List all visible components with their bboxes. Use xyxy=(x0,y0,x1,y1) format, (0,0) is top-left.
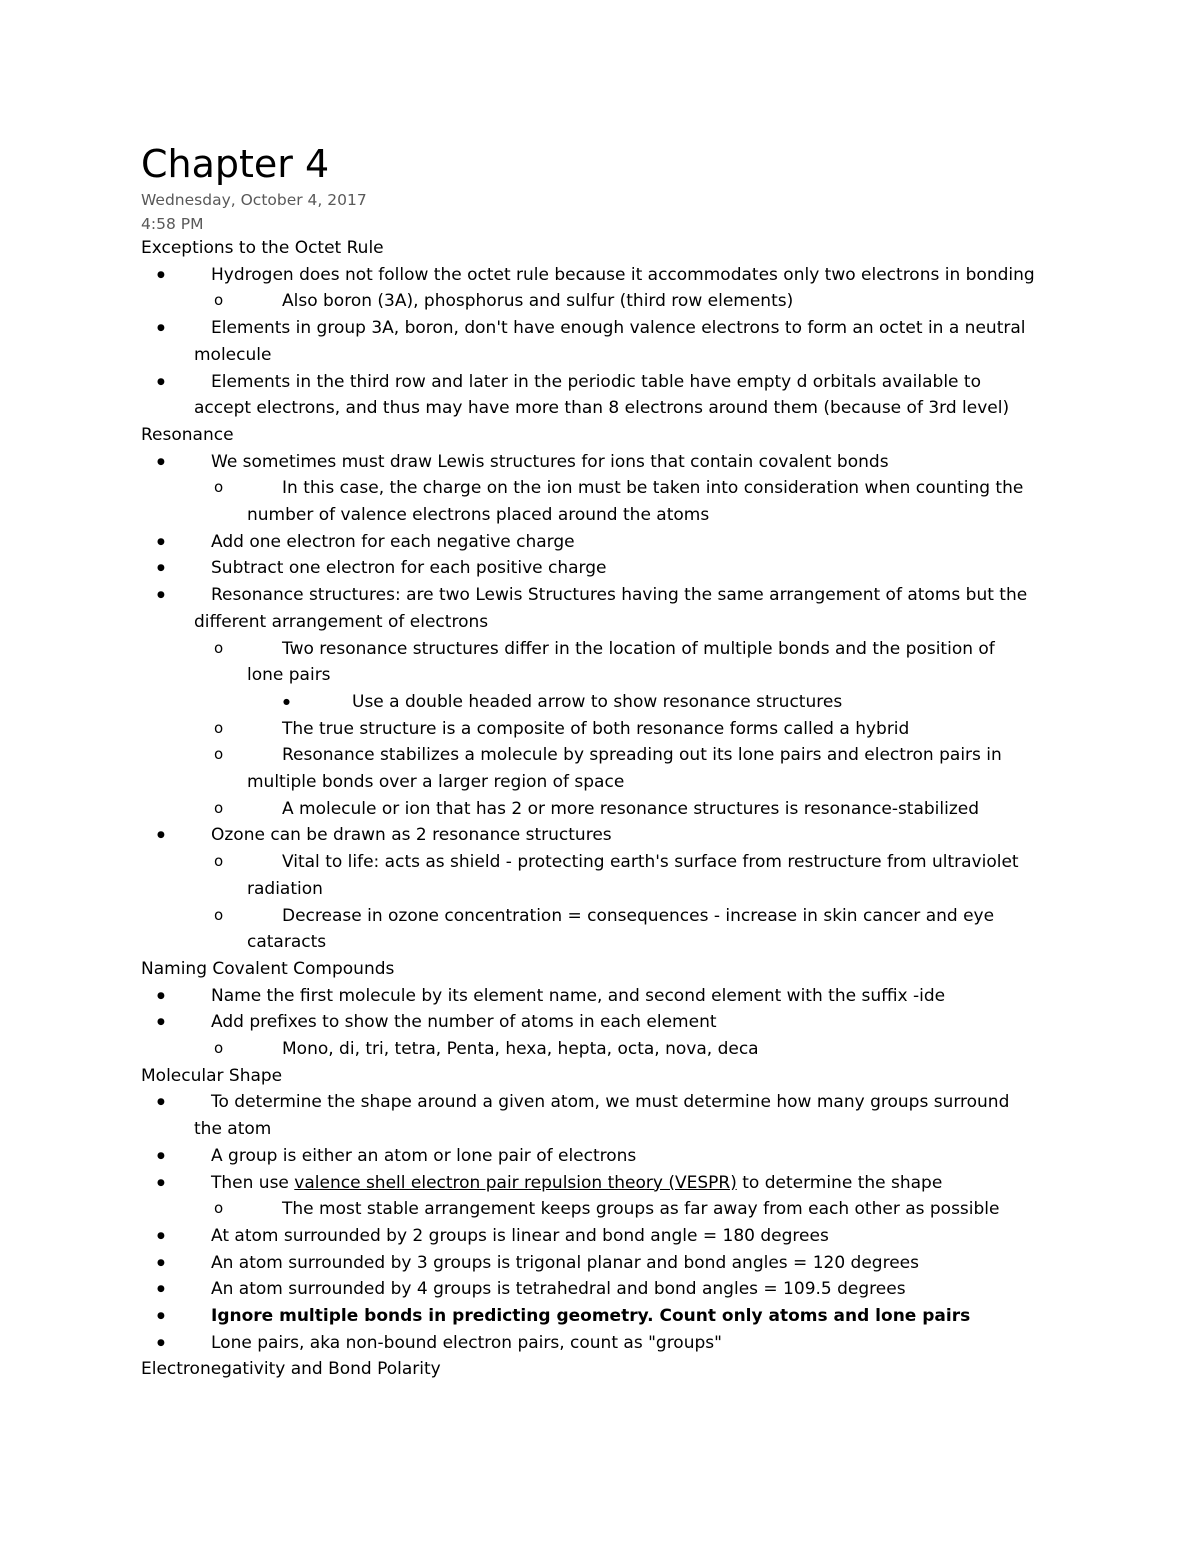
bullet-icon: ● xyxy=(157,1230,165,1241)
outline-item-continuation: cataracts xyxy=(247,932,327,953)
outline-item-text: Decrease in ozone concentration = consequences - increase in skin cancer and eye xyxy=(282,905,995,926)
bullet-icon: ● xyxy=(157,376,165,387)
outline-item xyxy=(211,1250,919,1276)
outline-item-continuation: the atom xyxy=(194,1119,272,1140)
section-heading xyxy=(141,1063,282,1089)
outline-item-text: Elements in group 3A, boron, don't have enough valence electrons to form an octet in a neutral xyxy=(211,318,1026,339)
outline-item-text: Subtract one electron for each positive charge xyxy=(211,558,607,579)
outline-item xyxy=(211,449,889,475)
outline-item xyxy=(211,1330,722,1356)
outline-item-text: Use a double headed arrow to show resonance structures xyxy=(352,691,843,712)
sub-bullet-icon: o xyxy=(214,291,224,310)
sub-bullet-icon: o xyxy=(214,852,224,871)
outline-item-text: The true structure is a composite of both resonance forms called a hybrid xyxy=(282,718,910,739)
outline-item-text: Molecular Shape xyxy=(141,1065,283,1086)
outline-item-text: Mono, di, tri, tetra, Penta, hexa, hepta, octa, nova, deca xyxy=(282,1039,759,1059)
outline-item xyxy=(211,983,945,1009)
outline-item xyxy=(352,689,842,715)
sub-bullet-icon: o xyxy=(214,638,224,657)
outline-item-continuation: multiple bonds over a larger region of space xyxy=(247,772,625,792)
sub-bullet-icon: o xyxy=(214,798,224,817)
bullet-icon: ● xyxy=(157,1311,165,1321)
outline-item-text: Resonance structures: are two Lewis Structures having the same arrangement of atoms but the xyxy=(211,585,1028,606)
outline-item-continuation: different arrangement of electrons xyxy=(194,611,489,632)
outline-item xyxy=(211,1143,636,1169)
outline-item xyxy=(282,796,979,822)
section-heading xyxy=(141,235,384,261)
outline-item-text: Ignore multiple bonds in predicting geometry. Count only atoms and lone pairs xyxy=(211,1306,971,1326)
outline-item-text: Resonance xyxy=(141,424,234,445)
outline-item xyxy=(282,1196,1000,1222)
outline-item xyxy=(282,288,793,314)
sub-bullet-icon: o xyxy=(214,1199,224,1218)
outline-item xyxy=(211,1009,717,1035)
outline-item-text: Naming Covalent Compounds xyxy=(141,958,395,979)
page-title: Chapter 4 xyxy=(141,142,330,186)
outline-item-text: A group is either an atom or lone pair of electrons xyxy=(211,1145,637,1166)
outline-item-text: Vital to life: acts as shield - protecting earth's surface from restructure from ultraviolet xyxy=(282,852,1019,873)
outline-item xyxy=(211,1223,829,1249)
outline-item-text: An atom surrounded by 3 groups is trigonal planar and bond angles = 120 degrees xyxy=(211,1252,919,1273)
sub-bullet-icon: o xyxy=(214,905,224,924)
outline-item-text: Exceptions to the Octet Rule xyxy=(141,238,384,258)
outline-item xyxy=(282,475,1023,501)
outline-item xyxy=(282,1036,759,1062)
section-heading xyxy=(141,422,234,448)
outline-item xyxy=(282,903,994,929)
outline-item-text: Electronegativity and Bond Polarity xyxy=(141,1359,441,1380)
outline-item xyxy=(211,369,981,395)
outline-item-text: Name the first molecule by its element name, and second element with the suffix -ide xyxy=(211,985,946,1006)
outline-item xyxy=(211,555,606,581)
sub-bullet-icon: o xyxy=(214,718,224,737)
outline-item-text: Also boron (3A), phosphorus and sulfur (third row elements) xyxy=(282,291,794,312)
outline-item-text: Then use xyxy=(211,1172,295,1193)
outline-item-text: A molecule or ion that has 2 or more resonance structures is resonance-stabilized xyxy=(282,798,980,819)
outline-item-continuation: lone pairs xyxy=(247,665,331,686)
outline-item-text: We sometimes must draw Lewis structures for ions that contain covalent bonds xyxy=(211,451,889,472)
outline-item-text: The most stable arrangement keeps groups as far away from each other as possible xyxy=(282,1199,1000,1220)
outline-item-continuation: molecule xyxy=(194,344,272,365)
outline-item-text: An atom surrounded by 4 groups is tetrahedral and bond angles = 109.5 degrees xyxy=(211,1279,906,1300)
outline-item-text: Elements in the third row and later in the periodic table have empty d orbitals available to xyxy=(211,371,981,392)
bullet-icon: ● xyxy=(157,536,165,547)
outline-item xyxy=(282,849,1019,875)
bullet-icon: ● xyxy=(157,1150,165,1161)
outline-item-text: At atom surrounded by 2 groups is linear and bond angle = 180 degrees xyxy=(211,1225,829,1246)
outline-item-text: To determine the shape around a given atom, we must determine how many groups surround xyxy=(211,1092,1010,1113)
section-heading xyxy=(141,1356,441,1382)
page-time: 4:58 PM xyxy=(141,215,204,233)
outline-item xyxy=(282,636,995,662)
outline-item-text: Hydrogen does not follow the octet rule because it accommodates only two electrons in bonding xyxy=(211,264,1035,285)
outline-item xyxy=(211,822,612,848)
outline-item-text: In this case, the charge on the ion must be taken into consideration when counting the xyxy=(282,478,1024,499)
outline-item xyxy=(211,582,1027,608)
bullet-icon: ● xyxy=(157,830,165,841)
bullet-icon: ● xyxy=(157,269,165,280)
page-date: Wednesday, October 4, 2017 xyxy=(141,191,367,209)
bullet-icon: ● xyxy=(157,456,165,467)
bullet-icon: ● xyxy=(157,1017,165,1028)
bullet-icon: ● xyxy=(157,990,165,1001)
bullet-icon: ● xyxy=(157,1284,165,1295)
outline-item-text: Lone pairs, aka non-bound electron pairs, count as "groups" xyxy=(211,1332,722,1353)
outline-item xyxy=(211,1303,970,1329)
bullet-icon: ● xyxy=(157,323,165,334)
outline-item xyxy=(282,716,909,742)
outline-item xyxy=(211,529,575,555)
outline-item-continuation: radiation xyxy=(247,878,323,899)
sub-bullet-icon: o xyxy=(214,745,224,764)
outline-item-text: Resonance stabilizes a molecule by spreading out its lone pairs and electron pairs in xyxy=(282,745,1002,766)
outline-item xyxy=(211,262,1035,288)
outline-item xyxy=(211,315,1026,341)
outline-item-text: Ozone can be drawn as 2 resonance structures xyxy=(211,825,612,846)
underlined-term: valence shell electron pair repulsion theory (VESPR) xyxy=(294,1172,737,1193)
bullet-icon: ● xyxy=(157,1177,165,1188)
outline-item xyxy=(211,1170,942,1196)
bullet-icon: ● xyxy=(157,563,165,574)
sub-bullet-icon: o xyxy=(214,1039,224,1057)
outline-item-text: Add prefixes to show the number of atoms in each element xyxy=(211,1012,717,1033)
section-heading xyxy=(141,956,394,982)
outline-item-continuation: accept electrons, and thus may have more than 8 electrons around them (because of 3rd level) xyxy=(194,398,1010,419)
bullet-icon: ● xyxy=(157,1097,165,1108)
sub-bullet-icon: o xyxy=(214,478,224,497)
outline-item-text: Add one electron for each negative charge xyxy=(211,531,575,552)
outline-item xyxy=(211,1089,1009,1115)
outline-item-text: Two resonance structures differ in the location of multiple bonds and the position of xyxy=(282,638,995,659)
outline-item xyxy=(211,1276,906,1302)
bullet-icon: ● xyxy=(283,696,290,706)
outline-item-continuation: number of valence electrons placed around the atoms xyxy=(247,505,710,525)
outline-item xyxy=(282,742,1002,768)
bullet-icon: ● xyxy=(157,1257,165,1268)
bullet-icon: ● xyxy=(157,1337,165,1348)
bullet-icon: ● xyxy=(157,590,165,601)
outline-item-text-after: to determine the shape xyxy=(736,1172,943,1193)
